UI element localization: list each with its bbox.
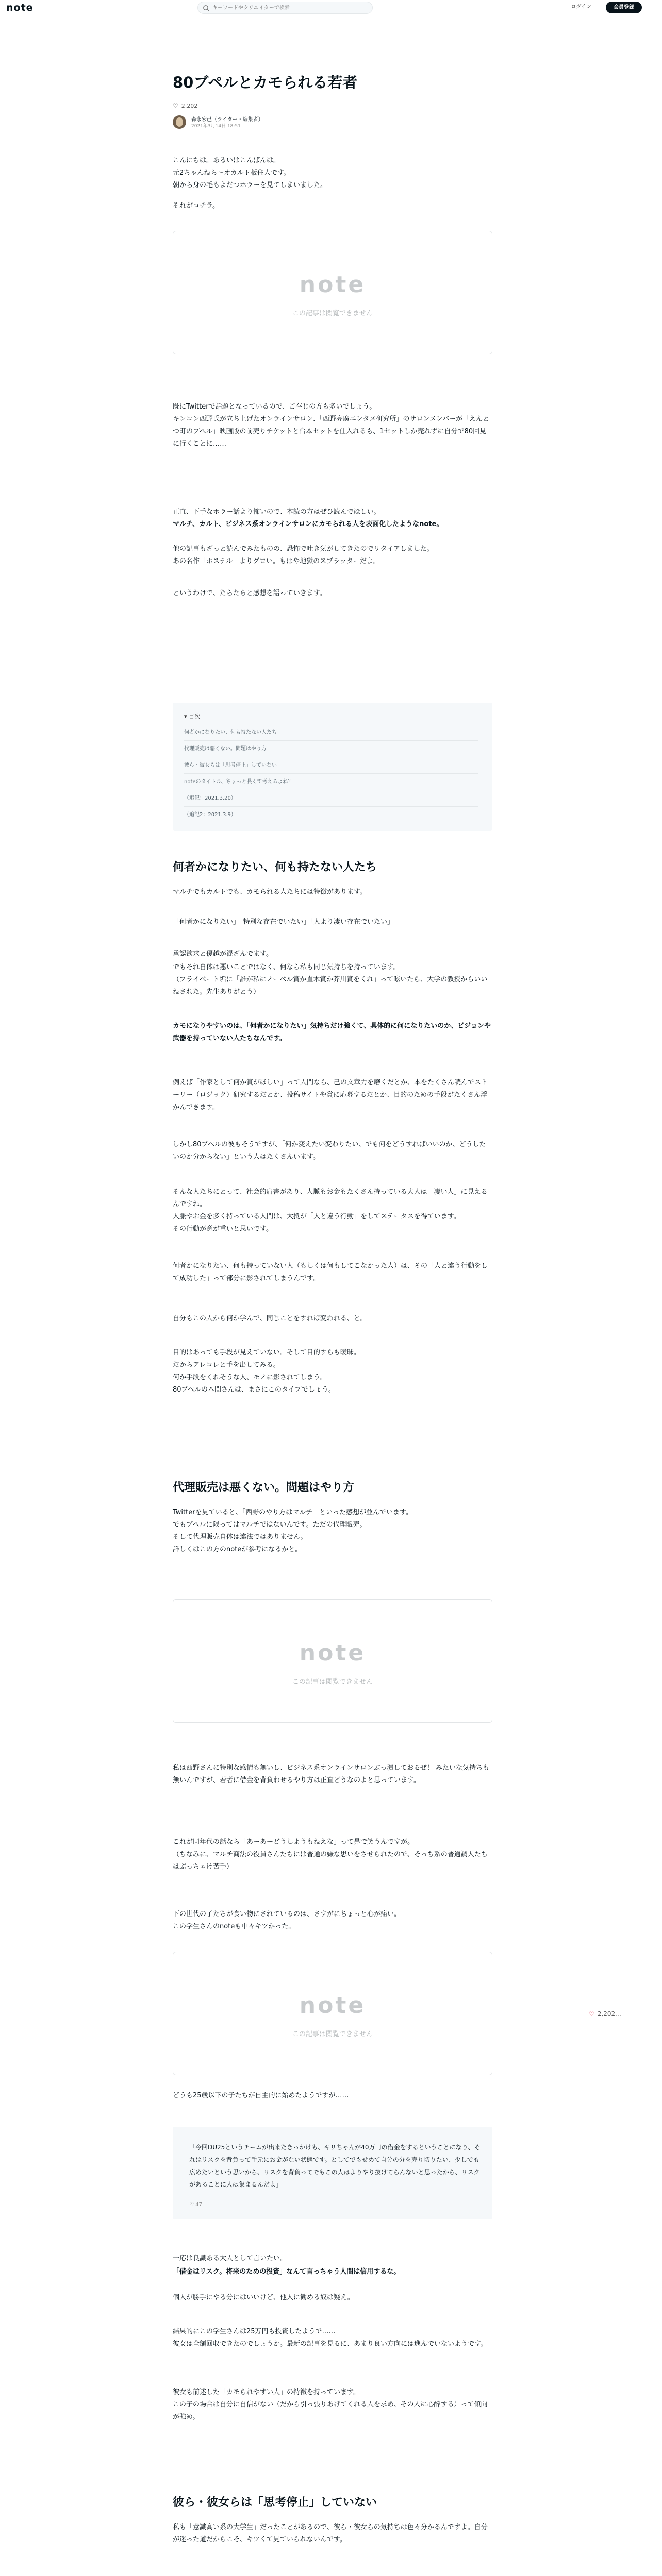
paragraph [173,1020,492,1045]
quote-text: 「今回DU25というチームが出来たきっかけも、キリちゃんが40万円の借金をするということになり、それはリスクを背負って手元にお金がない状態です。としてでもせめて自分の分を売り切りたい、少しでも広めたいという思いから、リスクを背負ってでもこの人はよりやり抜けてらんないと思ったから、リスクがあることに人は集まるんだよ」 [189,2144,481,2188]
embed-card[interactable] [173,1952,492,2075]
paragraph: 彼女も前述した「カモられやすい人」の特徴を持っています。 この子の場合は自分に自信がない（だから引っ張りあげてくれる人を求め、その人に心酔する）って傾向が強め。 [173,2388,488,2421]
paragraph: マルチでもカルトでも、カモられる人たちには特徴があります。 [173,888,367,896]
paragraph: 自分もこの人から何か学んで、同じことをすれば変われる、と。 [173,1315,367,1323]
paragraph: これが同年代の話なら「あーあーどうしようもねえな」って鼻で笑うんですが。 （ちなみに、マルチ商法の役員さんたちには普通の嫌な思いをさせられたので、そっち系の普通調人たちはぶっちゃけ苦手） [173,1838,488,1871]
paragraph: 下の世代の子たちが食い物にされているのは、さすがにちょっと心が痛い。 この学生さんのnoteも中々キツかった。 [173,1910,401,1930]
embed-unavailable-message: この記事は閲覧できません [292,2030,373,2038]
signup-button[interactable]: 会員登録 [606,2,642,13]
note-logo-placeholder: note [299,1640,366,1666]
paragraph: こんにちは。あるいはこんばんは。 元2ちゃんねら～オカルト板住人です。 朝から身の毛もよだつホラーを見てしまいました。 [173,157,327,189]
heart-icon[interactable]: ♡ [589,2010,594,2018]
note-logo[interactable]: note [6,2,34,13]
toc-title[interactable]: ▾ 目次 [184,713,201,720]
paragraph: 一応は良識ある大人として言いたい。 [173,2255,287,2262]
floating-like-button[interactable] [589,2010,615,2018]
paragraph: 個人が勝手にやる分にはいいけど、他人に勧める奴は疑え。 [173,2294,354,2301]
paragraph [173,2266,492,2278]
note-logo-placeholder: note [299,272,366,298]
paragraph: 何者かになりたい、何も持っていない人（もしくは何もしてこなかった人）は、その「人と違う行動をして成功した」って部分に影されてしまうんです。 [173,1262,488,1282]
embed-unavailable-message: この記事は閲覧できません [292,310,373,317]
search-input[interactable] [212,4,367,12]
paragraph: 私は西野さんに特別な感情も無いし、ビジネス系オンラインサロンぶっ潰しておるぜ！ みたいな気持ちも無いんですが、若者に借金を背負わせるやり方は正直どうなのよと思っています。 [173,1764,489,1784]
section-heading: 彼ら・彼女らは「思考停止」していない [173,2496,377,2509]
paragraph: 既にTwitterで話題となっているので、ご存じの方も多いでしょう。 キンコン西野氏が立ち上げたオンラインサロン、「西野亮廣エンタメ研究所」のサロンメンバーが「えんとつ町のプペル」映画版の前売りチケットと台本セットを仕入れるも、1セットしか売れずに自分で80回見に行くことに…… [173,403,490,448]
paragraph: 正直、下手なホラー話より怖いので、本読の方はぜひ読んでほしい。 [173,508,380,516]
toc-item[interactable]: 何者かになりたい、何も持たない人たち [184,724,478,741]
paragraph: Twitterを見ていると、「西野のやり方はマルチ」といった感想が並んでいます。 でもプペルに限ってはマルチではないんです。ただの代理販売。 そして代理販売自体は違法ではありません。 詳しくはこの方のnoteが参考になるかと。 [173,1509,413,1553]
global-header [0,0,662,15]
paragraph: 私も「意識高い系の大学生」だったことがあるので、彼ら・彼女らの気持ちは色々分かるんですよ。自分が迷った道だからこそ、キツくて見ていられないんです。 [173,2523,488,2544]
embed-card[interactable] [173,1599,492,1723]
search-box[interactable] [197,2,373,14]
paragraph: 他の記事もざっと読んでみたものの、恐怖で吐き気がしてきたのでリタイアしました。 あの名作「ホステル」よりグロい。もはや地獄のスプラッターだよ。 [173,545,434,565]
paragraph: 結果的にこの学生さんは25万円も投資したようで…… 彼女は全額回収できたのでしょうか。最新の記事を見るに、あまり良い方向には進んでいないようです。 [173,2328,487,2348]
toc-item[interactable]: noteのタイトル、ちょっと長くて考えるよね？ [184,774,478,790]
paragraph: そんな人たちにとって、社会的肩書があり、人脈もお金もたくさん持っている大人は「凄い人」に見えるんですね。 人脈やお金を多く持っている人間は、大抵が「人と違う行動」をしてステータスを得ています。 その行動が意が重いと思いです。 [173,1188,488,1233]
quote-likes[interactable]: ♡ 47 [189,2202,202,2208]
paragraph: 目的はあっても手段が見えていない。そして目的すらも曖昧。 だからアレコレと手を出してみる。 何か手段をくれそうな人、モノに影されてしまう。 80プペルの本間さんは、まさにこのタイプでしょう。 [173,1349,360,1394]
blockquote [173,2127,492,2219]
table-of-contents [173,703,492,831]
paragraph: でもそれ自体は悪いことではなく、何なら私も同じ気持ちを持っています。 （プライベート垢に「誰が私にノーベル賞か直木賞か芥川賞をくれ」って呟いたら、大学の教授からいいねされた。先生ありがとう） [173,963,488,996]
bold-text: 「借金はリスク。将来のための投資」なんて言っちゃう人間は信用するな。 [173,2268,401,2276]
paragraph [173,518,492,531]
author-name[interactable]: 森永宏己（ライター・編集者） [191,117,263,123]
note-logo-placeholder: note [299,1992,366,2019]
post-date: 2021年3月14日 18:51 [191,124,241,129]
paragraph: しかし80プペルの彼もそうですが、「何か変えたい変わりたい、でも何をどうすればいいのか、どうしたいのか分からない」という人はたくさんいます。 [173,1141,486,1161]
paragraph: どうも25歳以下の子たちが自主的に始めたようですが…… [173,2092,349,2099]
toc-item[interactable]: 彼ら・彼女らは「思考停止」していない [184,757,478,774]
toc-item[interactable]: （追記：2021.3.20） [184,790,478,807]
toc-item[interactable]: 代理販売は悪くない。問題はやり方 [184,741,478,757]
paragraph: 例えば「作家として何か賞がほしい」って人間なら、己の文章力を磨くだとか、本をたくさん読んでストーリー（ロジック）研究するだとか、投稿サイトや賞に応募するだとか、目的のための手段がたくさん浮かんできます。 [173,1079,488,1111]
article-likes[interactable] [173,101,197,110]
paragraph: 「何者かになりたい」「特別な存在でいたい」「人より凄い存在でいたい」 [173,918,394,926]
embed-card[interactable] [173,231,492,354]
article-title: 80ブペルとカモられる若者 [173,74,358,91]
section-heading: 何者かになりたい、何も持たない人たち [173,861,377,874]
like-count: 2,202 [181,103,198,109]
author-avatar[interactable] [173,115,186,129]
bold-text: カモになりやすいのは、「何者かになりたい」気持ちだけ強くて、具体的に何になりたいのか、ビジョンや武器を持っていない人たちなんです。 [173,1022,491,1042]
login-button[interactable]: ログイン [571,4,591,10]
paragraph: というわけで、たらたらと感想を語っていきます。 [173,589,326,597]
paragraph: それがコチラ。 [173,202,219,210]
bold-text: マルチ、カルト、ビジネス系オンラインサロンにカモられる人を表面化したようなnote。 [173,520,443,528]
search-icon [203,5,210,12]
floating-like-count: 2,202 [597,2010,616,2018]
floating-more-button[interactable]: … [615,2010,621,2018]
paragraph: 承認欲求と優越が混ざんでます。 [173,950,273,958]
section-heading: 代理販売は悪くない。問題はやり方 [173,1481,355,1494]
heart-icon[interactable]: ♡ [173,102,178,109]
embed-unavailable-message: この記事は閲覧できません [292,1678,373,1686]
toc-item[interactable]: （追記2：2021.3.9） [184,812,236,818]
